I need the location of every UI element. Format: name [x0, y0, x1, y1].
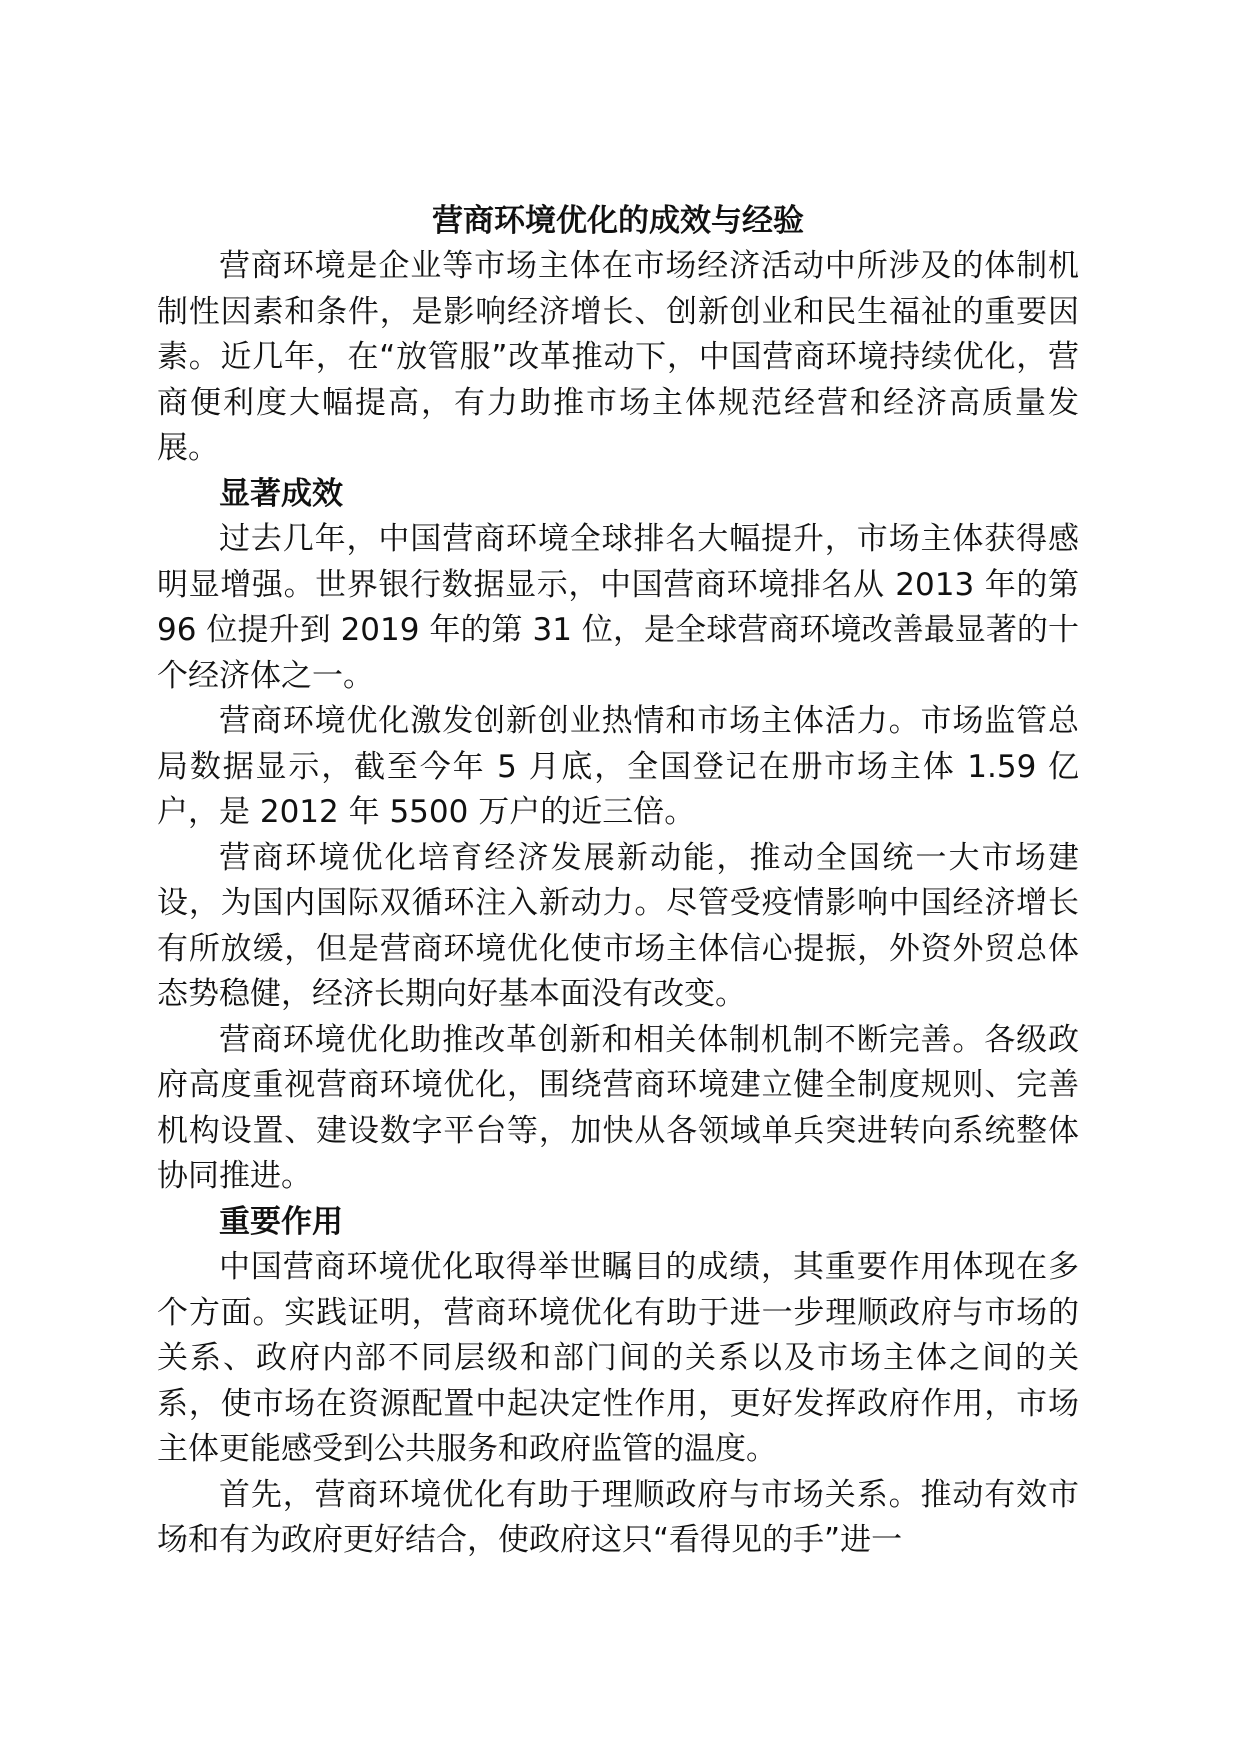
- document-page: [157, 198, 1079, 1564]
- paragraph-first-point: 首先，营商环境优化有助于理顺政府与市场关系。推动有效市场和有为政府更好结合，使政府这只“看得见的手”进一: [157, 1476, 1079, 1558]
- paragraph-market-entities: 营商环境优化激发创新创业热情和市场主体活力。市场监管总局数据显示，截至今年 5 月底，全国登记在册市场主体 1.59 亿户，是 2012 年 5500 万户的近三倍。: [157, 703, 1079, 830]
- document-title: 营商环境优化的成效与经验: [432, 203, 804, 239]
- intro-paragraph: 营商环境是企业等市场主体在市场经济活动中所涉及的体制机制性因素和条件，是影响经济增长、创新创业和民生福祉的重要因素。近几年，在“放管服”改革推动下，中国营商环境持续优化，营商便利度大幅提高，有力助推市场主体规范经营和经济高质量发展。: [157, 248, 1079, 466]
- paragraph-role-overview: 中国营商环境优化取得举世瞩目的成绩，其重要作用体现在多个方面。实践证明，营商环境优化有助于进一步理顺政府与市场的关系、政府内部不同层级和部门间的关系以及市场主体之间的关系，使市场在资源配置中起决定性作用，更好发挥政府作用，市场主体更能感受到公共服务和政府监管的温度。: [157, 1249, 1079, 1467]
- paragraph-reform: 营商环境优化助推改革创新和相关体制机制不断完善。各级政府高度重视营商环境优化，围绕营商环境建立健全制度规则、完善机构设置、建设数字平台等，加快从各领域单兵突进转向系统整体协同推进。: [157, 1021, 1079, 1194]
- section-heading-role: 重要作用: [219, 1203, 343, 1240]
- section-heading-achievements: 显著成效: [219, 475, 343, 512]
- paragraph-new-momentum: 营商环境优化培育经济发展新动能，推动全国统一大市场建设，为国内国际双循环注入新动力。尽管受疫情影响中国经济增长有所放缓，但是营商环境优化使市场主体信心提振，外资外贸总体态势稳健，经济长期向好基本面没有改变。: [157, 839, 1079, 1012]
- paragraph-ranking: 过去几年，中国营商环境全球排名大幅提升，市场主体获得感明显增强。世界银行数据显示，中国营商环境排名从 2013 年的第 96 位提升到 2019 年的第 31 位，是全球营商环境改善最显著的十个经济体之一。: [157, 521, 1079, 694]
